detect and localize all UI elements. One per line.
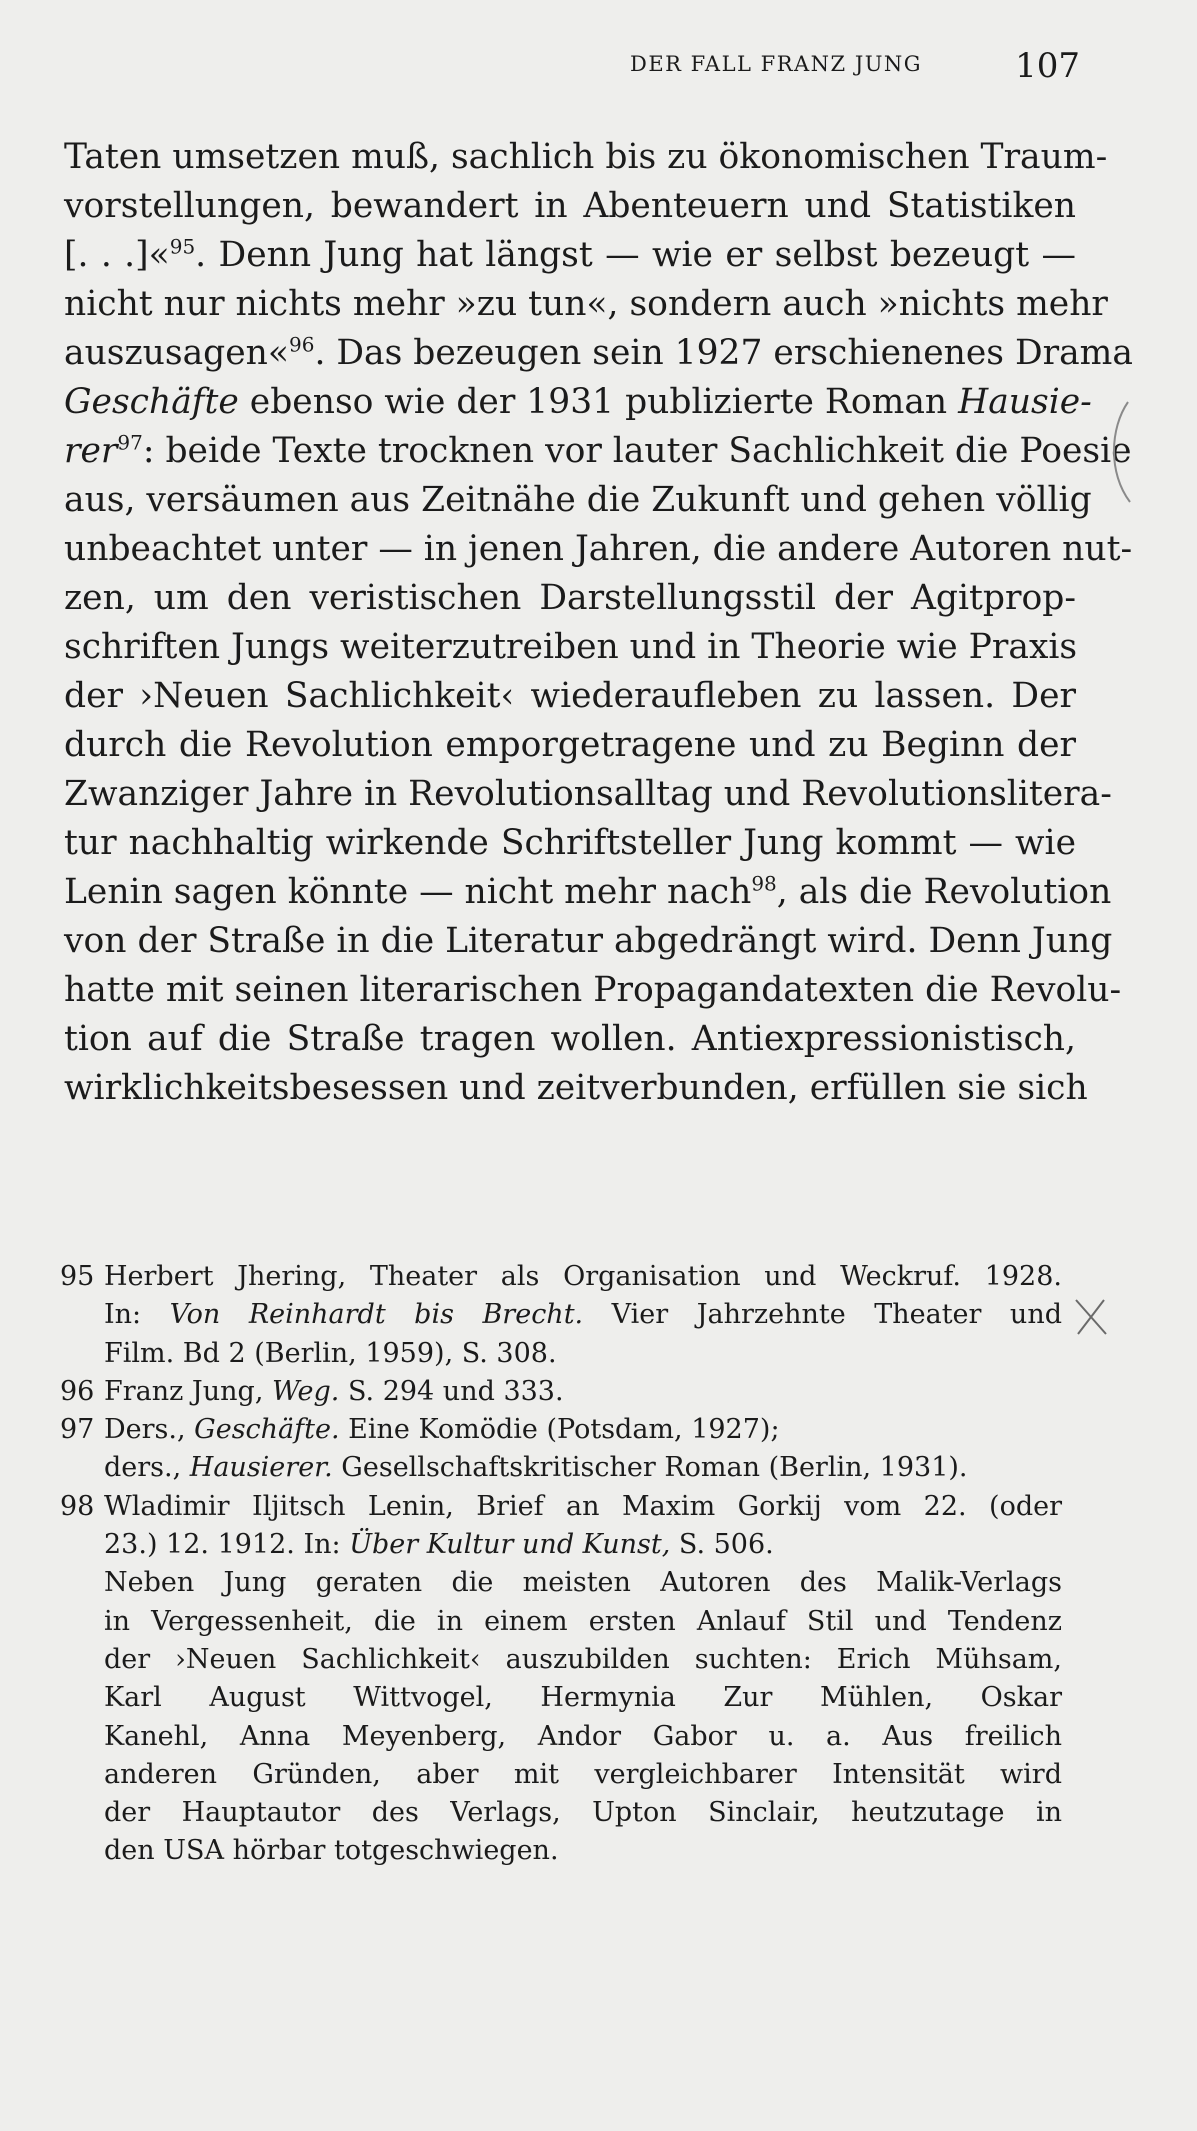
text-run: Karl August Wittvogel, Hermynia Zur Mühlen, Oskar <box>104 1682 1062 1714</box>
text-run: Lenin sagen könnte — nicht mehr nach <box>64 872 752 912</box>
text-run: ebenso wie der 1931 publizierte Roman <box>238 382 959 422</box>
text-run: Film. Bd 2 (Berlin, 1959), S. 308. <box>104 1337 557 1369</box>
text-run: Wladimir Iljitsch Lenin, Brief an Maxim Gorkij vom 22. (oder <box>104 1490 1062 1522</box>
text-run: anderen Gründen, aber mit vergleichbarer Intensität wird <box>104 1758 1062 1790</box>
footnote-line <box>104 1564 1062 1602</box>
text-run: ders., <box>104 1452 190 1484</box>
text-run: zen, um den veristischen Darstellungsstil der Agitprop- <box>64 578 1076 618</box>
italic-title: Geschäfte <box>64 382 239 422</box>
italic-title: Geschäfte. <box>194 1414 340 1446</box>
text-run: hatte mit seinen literarischen Propagandatexten die Revolu- <box>64 970 1122 1010</box>
text-run: : beide Texte trocknen vor lauter Sachlichkeit die Poesie <box>142 431 1132 471</box>
text-run: , als die Revolution <box>776 872 1112 912</box>
text-line <box>64 525 1133 574</box>
text-run: . Denn Jung hat längst — wie er selbst bezeugt — <box>195 235 1076 275</box>
text-run: auszusagen« <box>64 333 289 373</box>
text-line <box>64 378 1092 427</box>
text-line <box>64 427 1132 476</box>
footnote-line <box>104 1258 1062 1296</box>
text-line <box>64 819 1076 868</box>
text-run: . Das bezeugen sein 1927 erschienenes Drama <box>314 333 1133 373</box>
footnote-line <box>104 1335 1062 1373</box>
text-run: tion auf die Straße tragen wollen. Antiexpressionistisch, <box>64 1019 1076 1059</box>
text-line <box>64 182 1076 231</box>
italic-title: Weg. <box>272 1375 340 1407</box>
footnote-line <box>104 1488 1062 1526</box>
text-line <box>64 1015 1076 1064</box>
text-run: Kanehl, Anna Meyenberg, Andor Gabor u. a. Aus freilich <box>104 1720 1062 1752</box>
text-run: [. . .]« <box>64 235 170 275</box>
text-run: den USA hörbar totgeschwiegen. <box>104 1835 559 1867</box>
text-run: 23.) 12. 1912. In: <box>104 1529 350 1561</box>
footnote-line <box>104 1832 1062 1870</box>
pencil-cross-mark <box>1068 1294 1114 1340</box>
footnote <box>60 1411 1062 1488</box>
text-run: Ders., <box>104 1414 195 1446</box>
text-line <box>64 329 1133 378</box>
text-run: Zwanziger Jahre in Revolutionsalltag und Revolutionslitera- <box>64 774 1112 814</box>
footnote-line <box>104 1718 1062 1756</box>
footnote-reference: 96 <box>289 332 315 357</box>
text-run: Herbert Jhering, Theater als Organisation und Weckruf. 1928. <box>104 1261 1062 1292</box>
text-line <box>64 1064 1088 1113</box>
text-run: nicht nur nichts mehr »zu tun«, sondern auch »nichts mehr <box>64 284 1108 324</box>
text-run: vorstellungen, bewandert in Abenteuern und Statistiken <box>64 186 1076 226</box>
text-run: der ›Neuen Sachlichkeit‹ wiederaufleben zu lassen. Der <box>64 676 1076 716</box>
text-line <box>64 672 1076 721</box>
footnote <box>60 1258 1062 1373</box>
page-number: 107 <box>1015 46 1080 86</box>
text-run: der ›Neuen Sachlichkeit‹ auszubilden suchten: Erich Mühsam, <box>104 1643 1062 1675</box>
italic-title: Hausie- <box>958 382 1092 422</box>
footnotes <box>60 1258 1062 1871</box>
footnote-reference: 98 <box>751 871 777 896</box>
text-line <box>64 917 1113 966</box>
text-line <box>64 574 1076 623</box>
footnote-line <box>104 1449 1062 1487</box>
text-line <box>64 280 1108 329</box>
footnote-reference: 95 <box>169 234 196 259</box>
footnote-line <box>104 1411 1062 1449</box>
pencil-bracket-mark <box>1104 398 1134 508</box>
text-run: schriften Jungs weiterzutreiben und in Theorie wie Praxis <box>64 627 1078 667</box>
text-line <box>64 231 1076 280</box>
running-header <box>630 46 1080 86</box>
italic-title: Über Kultur und Kunst, <box>349 1529 671 1561</box>
italic-title: rer <box>64 431 118 471</box>
text-run: aus, versäumen aus Zeitnähe die Zukunft und gehen völlig <box>64 480 1092 520</box>
footnote-number: 98 <box>60 1490 95 1522</box>
footnote <box>60 1373 1062 1411</box>
italic-title: Hausierer. <box>189 1452 333 1484</box>
footnote-number: 96 <box>60 1375 95 1407</box>
text-line <box>64 623 1076 672</box>
text-line <box>64 868 1112 917</box>
footnote-number: 95 <box>60 1261 95 1292</box>
footnote-number: 97 <box>60 1414 95 1446</box>
text-run: In: <box>104 1299 170 1331</box>
footnote-line <box>104 1756 1062 1794</box>
footnote-line <box>104 1526 1062 1564</box>
text-run: von der Straße in die Literatur abgedrängt wird. Denn Jung <box>64 921 1113 961</box>
text-run: Gesellschaftskritischer Roman (Berlin, 1931). <box>332 1452 968 1484</box>
footnote-line <box>104 1794 1062 1832</box>
footnote-reference: 97 <box>117 430 143 455</box>
text-line <box>64 721 1076 770</box>
italic-title: Von Reinhardt bis Brecht. <box>169 1299 584 1331</box>
text-run: in Vergessenheit, die in einem ersten Anlauf Stil und Tendenz <box>104 1605 1062 1637</box>
text-line <box>64 966 1122 1015</box>
text-run: Eine Komödie (Potsdam, 1927); <box>339 1414 780 1446</box>
text-run: Taten umsetzen muß, sachlich bis zu ökonomischen Traum- <box>64 137 1108 177</box>
text-run: tur nachhaltig wirkende Schriftsteller Jung kommt — wie <box>64 823 1076 863</box>
footnote-line <box>104 1603 1062 1641</box>
footnote-line <box>104 1296 1062 1334</box>
text-run: unbeachtet unter — in jenen Jahren, die andere Autoren nut- <box>64 529 1133 569</box>
footnote-line <box>104 1373 1062 1411</box>
text-line <box>64 770 1112 819</box>
running-title: DER FALL FRANZ JUNG <box>630 52 923 76</box>
text-run: S. 506. <box>670 1529 774 1561</box>
text-run: der Hauptautor des Verlags, Upton Sinclair, heutzutage in <box>104 1797 1062 1829</box>
text-run: Neben Jung geraten die meisten Autoren des Malik-Verlags <box>104 1567 1062 1599</box>
text-run: durch die Revolution emporgetragene und zu Beginn der <box>64 725 1076 765</box>
footnote-line <box>104 1641 1062 1679</box>
text-run: S. 294 und 333. <box>339 1375 564 1407</box>
text-run: Vier Jahrzehnte Theater und <box>583 1299 1062 1331</box>
text-line <box>64 133 1108 182</box>
footnote-line <box>104 1679 1062 1717</box>
text-line <box>64 476 1092 525</box>
footnote <box>60 1488 1062 1871</box>
text-run: wirklichkeitsbesessen und zeitverbunden, erfüllen sie sich <box>64 1068 1088 1108</box>
main-text <box>64 133 1133 1113</box>
text-run: Franz Jung, <box>104 1375 272 1407</box>
